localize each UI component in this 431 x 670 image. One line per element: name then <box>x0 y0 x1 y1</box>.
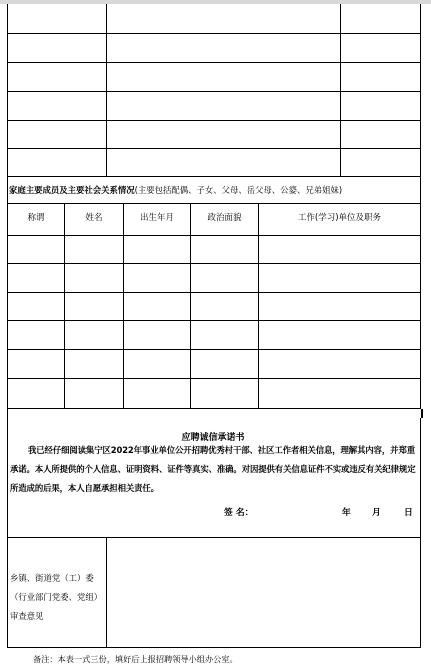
grid-line <box>420 418 421 537</box>
grid-line <box>106 537 107 647</box>
grid-line <box>7 4 8 408</box>
grid-line <box>340 4 341 176</box>
grid-line <box>64 203 65 408</box>
top-edge-shading <box>0 0 431 4</box>
column-header-birth-date: 出生年月 <box>139 213 174 223</box>
family-section-title <box>9 184 342 196</box>
grid-line <box>190 203 191 408</box>
signature-label: 签 名： <box>224 508 254 518</box>
grid-line <box>7 408 8 537</box>
sign-year-label: 年 <box>342 508 351 518</box>
grid-line <box>420 537 421 647</box>
sign-day-label: 日 <box>404 508 413 518</box>
grid-line <box>7 263 421 264</box>
grid-line <box>106 4 107 176</box>
pledge-body: 我已经仔细阅读集宁区2022年事业单位公开招聘优秀村干部、社区工作者相关信息，理解其内容，并郑重承诺。本人所提供的个人信息、证明资料、证件等真实、准确。对因提供有关信息证件不实或违反有关纪律规定所造成的后果，本人自愿承担相关责任。 <box>10 445 416 493</box>
grid-line <box>7 120 421 121</box>
grid-line <box>7 292 421 293</box>
grid-line <box>258 203 259 408</box>
grid-line <box>7 408 421 409</box>
grid-line <box>7 647 421 648</box>
grid-line <box>7 320 421 321</box>
grid-line <box>7 148 421 149</box>
grid-line <box>7 176 421 177</box>
grid-line <box>123 203 124 408</box>
grid-line <box>7 537 421 538</box>
grid-line <box>7 33 421 34</box>
column-header-political-status: 政治面貌 <box>207 213 242 223</box>
grid-line <box>7 537 8 647</box>
column-header-relation: 称谓 <box>27 213 45 223</box>
grid-line <box>7 349 421 350</box>
review-opinion-label: 乡镇、街道党（工）委（行业部门党委、党组）审查意见 <box>10 573 103 621</box>
grid-line <box>7 235 421 236</box>
grid-line <box>7 203 421 204</box>
form-footnote: 备注：本表一式三份，填好后上报招聘领导小组办公室。 <box>33 654 238 664</box>
sign-month-label: 月 <box>372 508 381 518</box>
pledge-title: 应聘诚信承诺书 <box>181 433 245 443</box>
family-section-title-text: 家庭主要成员及主要社会关系情况 <box>9 185 135 195</box>
grid-line <box>7 62 421 63</box>
column-header-name: 姓名 <box>85 213 103 223</box>
grid-line <box>7 91 421 92</box>
edge-mark <box>421 409 423 418</box>
family-section-subtitle: (主要包括配偶、子女、父母、岳父母、公婆、兄弟姐妹) <box>134 185 343 195</box>
grid-line <box>7 378 421 379</box>
column-header-work-unit: 工作(学习)单位及职务 <box>297 213 382 223</box>
grid-line <box>420 4 421 408</box>
